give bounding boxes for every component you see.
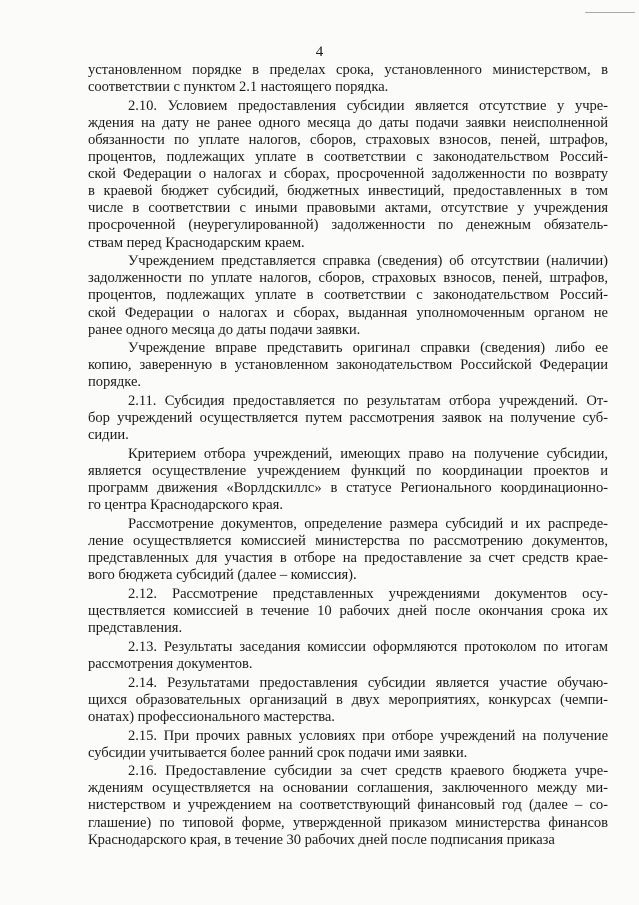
- text-line: просроченной (неурегулированной) задолженности по денежным обязатель-: [88, 217, 608, 234]
- text-line: порядке.: [88, 374, 141, 391]
- paragraph-p-2-11: [88, 393, 608, 444]
- text-line: задолженности по уплате налогов, сборов, страховых взносов, пеней, штрафов,: [88, 270, 608, 287]
- text-line: ждениям осуществляется на основании соглашения, заключенного между ми-: [88, 780, 608, 797]
- text-line: представленных для участия в отборе на предоставление за счет средств крае-: [88, 550, 608, 567]
- paragraph-p-kriteriy: [88, 446, 608, 514]
- text-line: 2.12. Рассмотрение представленных учреждениями документов осу-: [128, 585, 608, 602]
- text-line: 2.13. Результаты заседания комиссии оформляются протоколом по итогам: [128, 638, 608, 655]
- text-line: представления.: [88, 620, 183, 637]
- paragraph-p-2-12: [88, 586, 608, 637]
- text-line: 2.11. Субсидия предоставляется по результатам отбора учреждений. От-: [128, 393, 608, 410]
- text-line: Учреждение вправе представить оригинал справки (сведения) либо ее: [128, 340, 608, 357]
- text-line: вого бюджета субсидий (далее – комиссия).: [88, 567, 357, 584]
- text-line: рассмотрения документов.: [88, 655, 253, 672]
- text-line: ствам перед Краснодарским краем.: [88, 234, 305, 251]
- text-line: установленном порядке в пределах срока, установленного министерством, в: [88, 62, 608, 78]
- text-line: субсидии учитывается более ранний срок подачи ими заявки.: [88, 744, 468, 761]
- text-line: бор учреждений осуществляется путем рассмотрения заявок на получение суб-: [88, 410, 608, 427]
- text-line: программ движения «Ворлдскиллс» в статусе Регионального координационно-: [88, 480, 608, 497]
- text-line: го центра Краснодарского края.: [88, 497, 283, 514]
- paragraph-p-2-13: [88, 639, 608, 673]
- text-line: Критерием отбора учреждений, имеющих право на получение субсидии,: [128, 446, 608, 463]
- document-body: [88, 62, 608, 849]
- text-line: числе в соответствии с иными правовыми актами, отсутствие у учреждения: [88, 200, 608, 217]
- paragraph-p-komissiya: [88, 516, 608, 584]
- text-line: Рассмотрение документов, определение размера субсидий и их распреде-: [128, 516, 608, 532]
- text-line: нистерством и учреждением на соответствующий финансовый год (далее – со-: [88, 797, 608, 814]
- text-line: в краевой бюджет субсидий, бюджетных инвестиций, предоставленных в том: [88, 183, 608, 200]
- text-line: копию, заверенную в установленном законодательством Российской Федерации: [88, 357, 608, 374]
- paragraph-p-spravka: [88, 253, 608, 338]
- text-line: 2.10. Условием предоставления субсидии является отсутствие у учре-: [128, 97, 608, 114]
- text-line: ранее одного месяца до даты подачи заявки.: [88, 321, 361, 338]
- scan-edge-line: [585, 12, 635, 13]
- paragraph-p-2-10: [88, 98, 608, 252]
- text-line: ской Федерации о налогах и сборах, выданная уполномоченным органом не: [88, 304, 608, 321]
- page-number: 4: [315, 44, 324, 60]
- text-line: процентов, подлежащих уплате в соответствии с законодательством Россий-: [88, 287, 608, 304]
- text-line: является осуществление учреждением функций по координации проектов и: [88, 463, 608, 480]
- text-line: 2.16. Предоставление субсидии за счет средств краевого бюджета учре-: [128, 763, 608, 780]
- text-line: ление осуществляется комиссией министерства по рассмотрению документов,: [88, 533, 608, 550]
- text-line: 2.14. Результатами предоставления субсидии является участие обучаю-: [128, 674, 608, 691]
- paragraph-p-2-16: [88, 763, 608, 848]
- text-line: обязанности по уплате налогов, сборов, страховых взносов, пеней, штрафов,: [88, 131, 608, 148]
- text-line: процентов, подлежащих уплате в соответствии с законодательством Россий-: [88, 149, 608, 166]
- text-line: сидии.: [88, 427, 129, 444]
- paragraph-p-original: [88, 340, 608, 391]
- text-line: глашение) по типовой форме, утвержденной приказом министерства финансов: [88, 814, 608, 831]
- text-line: 2.15. При прочих равных условиях при отборе учреждений на получение: [128, 727, 608, 744]
- text-line: ществляется комиссией в течение 10 рабочих дней после окончания срока их: [88, 603, 608, 620]
- text-line: щихся образовательных организаций в двух мероприятиях, конкурсах (чемпи-: [88, 691, 608, 708]
- text-line: соответствии с пунктом 2.1 настоящего порядка.: [88, 79, 389, 96]
- text-line: онатах) профессионального мастерства.: [88, 708, 335, 725]
- text-line: ждения на дату не ранее одного месяца до даты подачи заявки неисполненной: [88, 114, 608, 131]
- text-line: ской Федерации о налогах и сборах, просроченной задолженности по возврату: [88, 166, 608, 183]
- text-line: Краснодарского края, в течение 30 рабочих дней после подписания приказа: [88, 831, 555, 848]
- paragraph-p-2-14: [88, 675, 608, 726]
- paragraph-p-2-15: [88, 728, 608, 762]
- paragraph-p-cont: [88, 62, 608, 96]
- text-line: Учреждением представляется справка (сведения) об отсутствии (наличии): [128, 253, 608, 270]
